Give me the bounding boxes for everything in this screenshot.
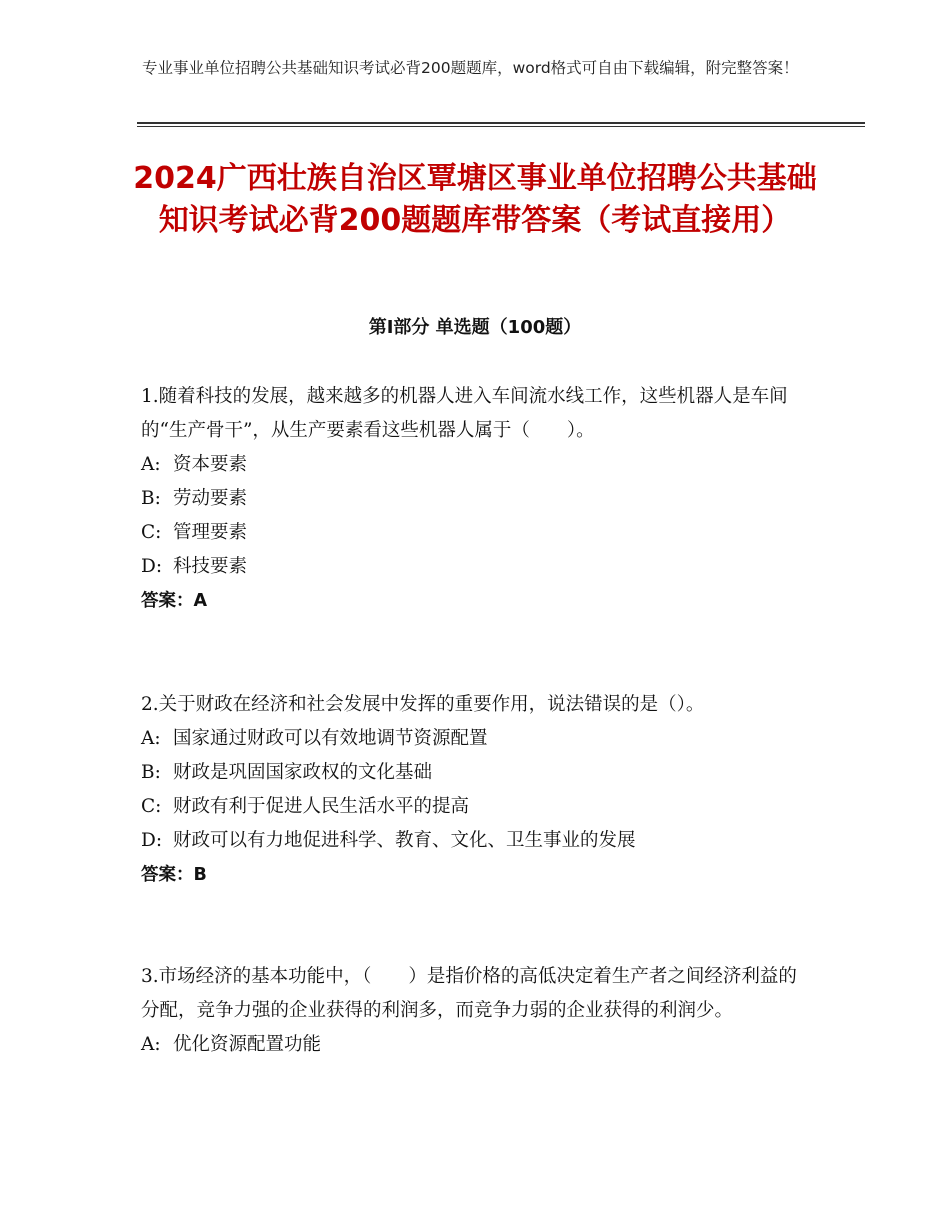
option-text: 优化资源配置功能 <box>173 1034 322 1055</box>
option-text: 资本要素 <box>173 454 248 475</box>
option-text: 科技要素 <box>173 556 248 577</box>
option-key: A: <box>141 728 161 749</box>
question-3 <box>141 960 801 1062</box>
option-key: D: <box>141 556 163 577</box>
option-c <box>141 790 801 824</box>
section-heading: 第I部分 单选题（100题） <box>368 317 582 338</box>
option-key: C: <box>141 796 162 817</box>
option-key: A: <box>141 454 161 475</box>
answer: 答案：A <box>141 591 208 611</box>
option-a <box>141 448 801 482</box>
option-key: C: <box>141 522 162 543</box>
option-a <box>141 1028 801 1062</box>
option-key: B: <box>141 762 161 783</box>
option-d <box>141 550 801 584</box>
answer: 答案：B <box>141 865 207 885</box>
option-a <box>141 722 801 756</box>
question-stem: 1.随着科技的发展，越来越多的机器人进入车间流水线工作，这些机器人是车间的“生产骨干”，从生产要素看这些机器人属于（ ）。 <box>141 386 788 441</box>
header-rule-thin <box>137 126 865 127</box>
option-text: 国家通过财政可以有效地调节资源配置 <box>173 728 488 749</box>
option-text: 财政是巩固国家政权的文化基础 <box>173 762 433 783</box>
option-b <box>141 482 801 516</box>
question-2 <box>141 688 801 892</box>
option-key: D: <box>141 830 163 851</box>
option-text: 管理要素 <box>173 522 248 543</box>
option-text: 劳动要素 <box>173 488 248 509</box>
option-d <box>141 824 801 858</box>
question-1 <box>141 380 801 618</box>
option-b <box>141 756 801 790</box>
option-text: 财政可以有力地促进科学、教育、文化、卫生事业的发展 <box>173 830 636 851</box>
question-stem: 2.关于财政在经济和社会发展中发挥的重要作用，说法错误的是（）。 <box>141 694 705 715</box>
option-c <box>141 516 801 550</box>
document-title: 2024广西壮族自治区覃塘区事业单位招聘公共基础知识考试必背200题题库带答案（考试直接用） <box>133 161 817 238</box>
option-text: 财政有利于促进人民生活水平的提高 <box>173 796 470 817</box>
option-key: A: <box>141 1034 161 1055</box>
question-stem: 3.市场经济的基本功能中，（ ）是指价格的高低决定着生产者之间经济利益的分配，竞争力强的企业获得的利润多，而竞争力弱的企业获得的利润少。 <box>141 966 797 1021</box>
option-key: B: <box>141 488 161 509</box>
header-note: 专业事业单位招聘公共基础知识考试必背200题题库，word格式可自由下载编辑，附完整答案！ <box>142 59 799 77</box>
header-rule-thick <box>137 122 865 124</box>
